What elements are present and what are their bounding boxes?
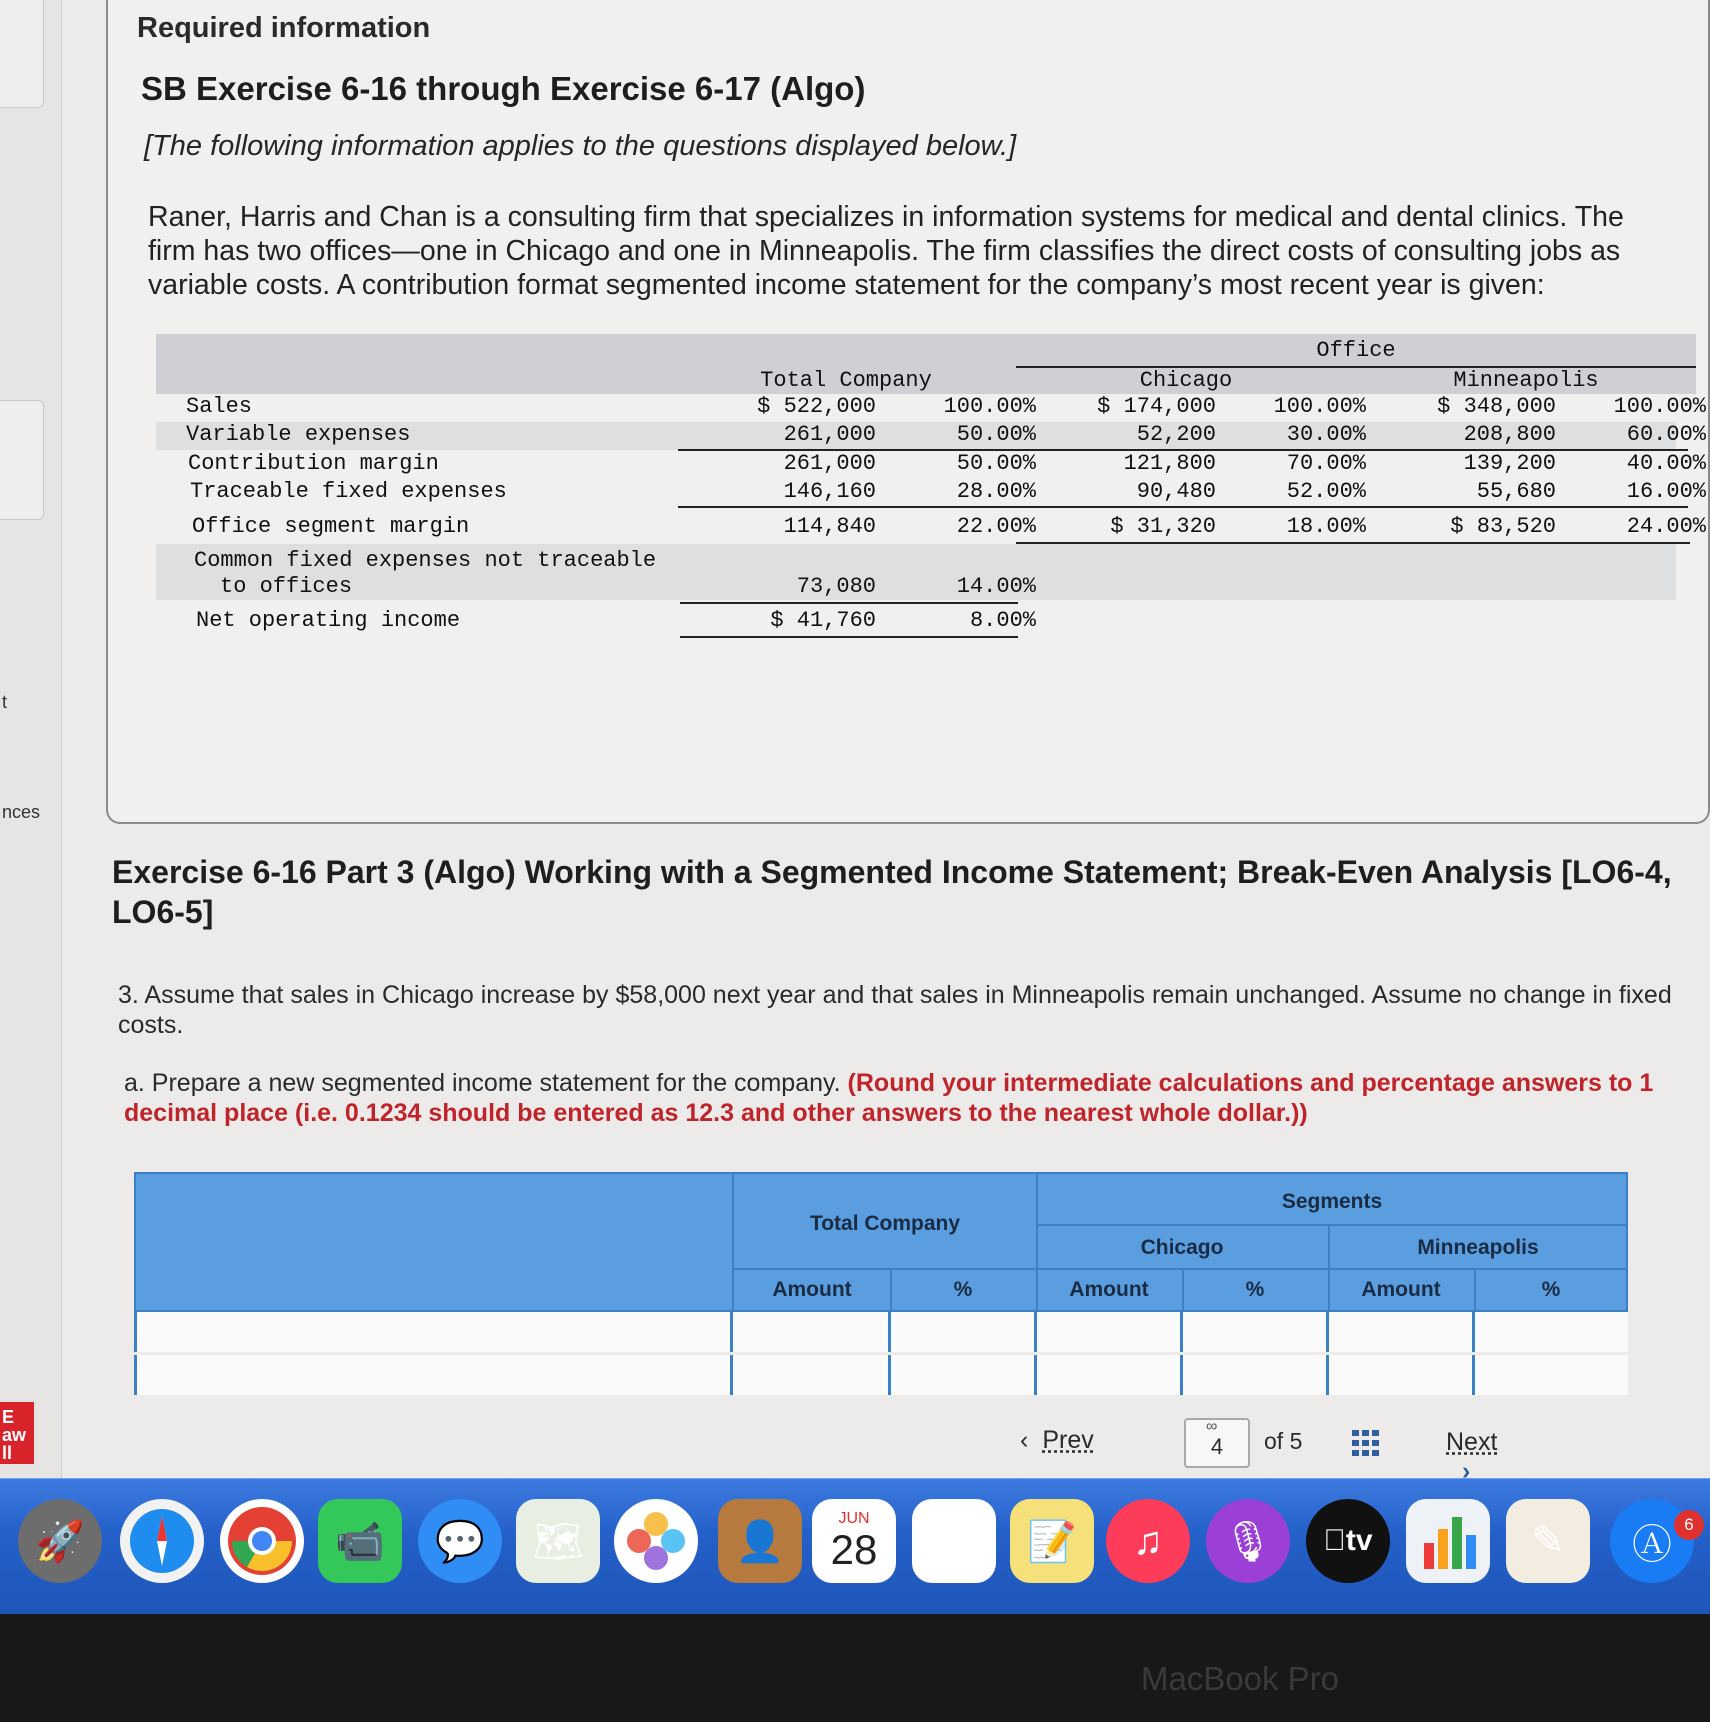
cell-chicago-amount: $ 174,000 xyxy=(1097,394,1216,419)
cell-minneapolis-amount: $ 348,000 xyxy=(1437,394,1556,419)
cell-chicago-pct: 70.00% xyxy=(1286,451,1366,476)
chicago-amount-cell[interactable] xyxy=(1034,1355,1180,1395)
cell-minneapolis-amount: 208,800 xyxy=(1463,422,1556,447)
cell-total-amount: 114,840 xyxy=(783,514,876,539)
total-amount-cell[interactable] xyxy=(730,1355,888,1395)
cell-chicago-amount: $ 31,320 xyxy=(1110,514,1216,539)
row-label-field[interactable] xyxy=(137,1355,730,1395)
cell-total-pct: 100.00% xyxy=(943,394,1036,419)
question-3: 3. Assume that sales in Chicago increase by $58,000 next year and that sales in Minneapolis remain unchanged. Assume no change in fixed costs. xyxy=(118,981,1672,1039)
maps-icon[interactable]: 🗺 xyxy=(516,1499,600,1583)
notification-badge: 6 xyxy=(1674,1510,1704,1540)
pagination xyxy=(1020,1418,1520,1478)
row-label-input[interactable] xyxy=(134,1355,730,1395)
row-label-common-fixed-cont: to offices xyxy=(220,574,353,599)
cell-chicago-amount: 121,800 xyxy=(1123,451,1216,476)
exercise-note: [The following information applies to the questions displayed below.] xyxy=(144,130,1017,162)
cell-total-pct: 22.00% xyxy=(956,514,1036,539)
answer-row xyxy=(134,1312,1628,1352)
header-minneapolis-amount: Amount xyxy=(1361,1278,1441,1301)
header-chicago-pct: % xyxy=(1245,1278,1265,1301)
rounding-instruction: (Round your intermediate calculations and percentage answers to 1 decimal place (i.e. 0.1234 should be entered as 12.3 and other answers to the nearest whole dollar.)) xyxy=(124,1069,1654,1127)
row-label-contribution-margin: Contribution margin xyxy=(188,451,439,476)
podcasts-icon[interactable]: 🎙 xyxy=(1206,1499,1290,1583)
cell-minneapolis-amount: 55,680 xyxy=(1476,479,1556,504)
total-amount-input[interactable] xyxy=(733,1355,888,1395)
header-minneapolis: Minneapolis xyxy=(1417,1236,1539,1259)
cell-common-pct: 14.00% xyxy=(956,574,1036,599)
laptop-bezel xyxy=(0,1614,1710,1722)
cell-chicago-pct: 52.00% xyxy=(1286,479,1366,504)
segmented-income-statement xyxy=(156,334,1706,644)
chicago-pct-cell[interactable] xyxy=(1180,1312,1326,1352)
chicago-amount-cell[interactable] xyxy=(1034,1312,1180,1352)
intro-paragraph: Raner, Harris and Chan is a consulting firm that specializes in information systems for medical and dental clinics. The firm has two offices—one in Chicago and one in Minneapolis. The firm classifies the direct costs of consulting jobs as variable costs. A contribution format segmented income statement for the company’s most recent year is given: xyxy=(148,201,1624,301)
minneapolis-pct-cell[interactable] xyxy=(1472,1312,1628,1352)
office-header: Office xyxy=(1316,338,1396,363)
question-3a-text: a. Prepare a new segmented income statement for the company. xyxy=(124,1069,841,1097)
contacts-icon[interactable]: 👤 xyxy=(718,1499,802,1583)
total-pct-cell[interactable] xyxy=(888,1355,1034,1395)
row-label-office-segment-margin: Office segment margin xyxy=(192,514,470,539)
photos-icon[interactable] xyxy=(614,1499,698,1583)
cell-minneapolis-amount: 139,200 xyxy=(1463,451,1556,476)
header-segments: Segments xyxy=(1281,1190,1383,1213)
row-label-input[interactable] xyxy=(134,1312,730,1352)
row-label-traceable-fixed-expenses: Traceable fixed expenses xyxy=(190,479,507,504)
header-chicago: Chicago xyxy=(1140,1236,1224,1259)
link-icon: ∞ xyxy=(1206,1418,1218,1435)
minneapolis-amount-cell[interactable] xyxy=(1326,1312,1472,1352)
cell-total-amount: 146,160 xyxy=(783,479,876,504)
total-amount-input[interactable] xyxy=(733,1312,888,1352)
row-label-net-operating-income: Net operating income xyxy=(196,608,461,633)
left-sidebar xyxy=(0,0,62,1478)
header-total-pct: % xyxy=(953,1278,973,1301)
header-minneapolis-pct: % xyxy=(1541,1278,1561,1301)
row-label-variable-expenses: Variable expenses xyxy=(186,422,411,447)
header-total-company: Total Company xyxy=(809,1212,961,1235)
macos-dock xyxy=(0,1478,1710,1614)
macbook-label: MacBook Pro xyxy=(1140,1660,1340,1697)
total-pct-input[interactable] xyxy=(891,1312,1034,1352)
row-label-common-fixed: Common fixed expenses not traceable xyxy=(194,548,657,573)
cell-chicago-amount: 52,200 xyxy=(1136,422,1216,447)
chicago-amount-input[interactable] xyxy=(1037,1355,1180,1395)
cell-total-amount: 261,000 xyxy=(783,422,876,447)
music-icon[interactable]: ♫ xyxy=(1106,1499,1190,1583)
cell-minneapolis-pct: 100.00% xyxy=(1613,394,1706,419)
minneapolis-header: Minneapolis xyxy=(1453,368,1599,393)
cell-minneapolis-pct: 40.00% xyxy=(1626,451,1706,476)
next-button[interactable]: Next› xyxy=(1446,1428,1520,1478)
page-number-box[interactable] xyxy=(1184,1418,1250,1468)
sidebar-label-references[interactable]: nces xyxy=(2,802,41,822)
minneapolis-pct-input[interactable] xyxy=(1475,1312,1628,1352)
current-page: 4 xyxy=(1210,1434,1224,1459)
apple-tv-icon[interactable]: tv xyxy=(1306,1499,1390,1583)
total-pct-cell[interactable] xyxy=(888,1312,1034,1352)
cell-total-pct: 50.00% xyxy=(956,451,1036,476)
messages-icon[interactable]: 💬 xyxy=(418,1499,502,1583)
cell-common-amount: 73,080 xyxy=(796,574,876,599)
cell-minneapolis-amount: $ 83,520 xyxy=(1450,514,1556,539)
chicago-pct-cell[interactable] xyxy=(1180,1355,1326,1395)
required-info-label: Required information xyxy=(137,12,431,44)
chevron-left-icon: ‹ xyxy=(1020,1426,1029,1454)
cell-minneapolis-pct: 16.00% xyxy=(1626,479,1706,504)
sidebar-panel[interactable] xyxy=(0,400,44,520)
chicago-amount-input[interactable] xyxy=(1037,1312,1180,1352)
cell-chicago-pct: 100.00% xyxy=(1273,394,1366,419)
cell-total-amount: $ 522,000 xyxy=(757,394,876,419)
total-amount-cell[interactable] xyxy=(730,1312,888,1352)
header-total-amount: Amount xyxy=(772,1278,852,1301)
safari-icon[interactable] xyxy=(120,1499,204,1583)
row-label-sales: Sales xyxy=(186,394,253,419)
minneapolis-amount-input[interactable] xyxy=(1329,1312,1472,1352)
minneapolis-pct-cell[interactable] xyxy=(1472,1355,1628,1395)
page-total: of 5 xyxy=(1264,1428,1303,1454)
part3-title: Exercise 6-16 Part 3 (Algo) Working with a Segmented Income Statement; Break-Even Analysis [LO6-4, LO6-5] xyxy=(112,854,1672,930)
cell-noi-pct: 8.00% xyxy=(969,608,1036,633)
chrome-icon[interactable] xyxy=(220,1499,304,1583)
minneapolis-amount-input[interactable] xyxy=(1329,1355,1472,1395)
cell-noi-amount: $ 41,760 xyxy=(770,608,876,633)
grid-icon[interactable] xyxy=(1350,1428,1382,1458)
notes-icon[interactable]: 📝 xyxy=(1010,1499,1094,1583)
cell-minneapolis-pct: 60.00% xyxy=(1626,422,1706,447)
app-store-icon[interactable]: Ⓐ xyxy=(1610,1499,1694,1583)
calendar-icon[interactable]: JUN 28 xyxy=(812,1499,896,1583)
sidebar-label: t xyxy=(2,692,8,712)
cell-chicago-amount: 90,480 xyxy=(1136,479,1216,504)
total-company-header: Total Company xyxy=(760,368,932,393)
reminders-icon[interactable]: ☰ xyxy=(912,1499,996,1583)
cell-chicago-pct: 18.00% xyxy=(1286,514,1366,539)
launchpad-icon[interactable]: 🚀 xyxy=(18,1499,102,1583)
chicago-pct-input[interactable] xyxy=(1183,1355,1326,1395)
exercise-title: SB Exercise 6-16 through Exercise 6-17 (Algo) xyxy=(141,70,866,107)
answer-table xyxy=(134,1172,1628,1392)
facetime-icon[interactable]: 📹 xyxy=(318,1499,402,1583)
chicago-header: Chicago xyxy=(1139,368,1233,393)
cell-total-amount: 261,000 xyxy=(783,451,876,476)
total-pct-input[interactable] xyxy=(891,1355,1034,1395)
sidebar-panel[interactable] xyxy=(0,0,44,108)
question-3a xyxy=(124,1068,1684,1128)
cell-total-pct: 28.00% xyxy=(956,479,1036,504)
chevron-right-icon: › xyxy=(1462,1457,1471,1478)
chicago-pct-input[interactable] xyxy=(1183,1312,1326,1352)
cell-total-pct: 50.00% xyxy=(956,422,1036,447)
numbers-icon[interactable] xyxy=(1406,1499,1490,1583)
minneapolis-amount-cell[interactable] xyxy=(1326,1355,1472,1395)
header-chicago-amount: Amount xyxy=(1069,1278,1149,1301)
answer-table-header xyxy=(134,1172,1628,1312)
row-label-field[interactable] xyxy=(137,1312,730,1352)
pages-icon[interactable]: ✎ xyxy=(1506,1499,1590,1583)
sidebar-badge: E aw ll xyxy=(0,1402,34,1464)
prev-button[interactable]: ‹ Prev xyxy=(1020,1426,1094,1454)
cell-minneapolis-pct: 24.00% xyxy=(1626,514,1706,539)
minneapolis-pct-input[interactable] xyxy=(1475,1355,1628,1395)
answer-row xyxy=(134,1355,1628,1395)
cell-chicago-pct: 30.00% xyxy=(1286,422,1366,447)
